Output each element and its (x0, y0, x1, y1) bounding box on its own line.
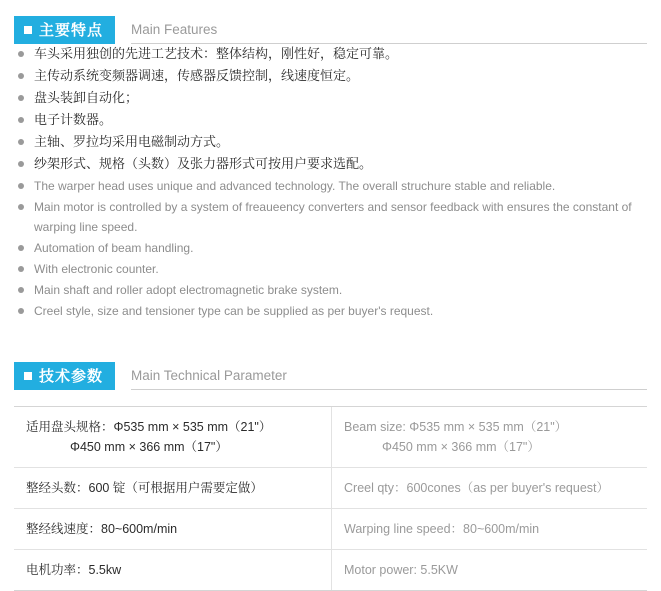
section-header-technical-parameter (14, 356, 647, 390)
spec-text-en-line1: Creel qty：600cones（as per buyer's request） (344, 481, 610, 495)
spec-cell-cn (14, 509, 332, 549)
feature-list-cn (14, 44, 647, 174)
list-item: 主轴、罗拉均采用电磁制动方式。 (14, 132, 647, 152)
list-item: Automation of beam handling. (14, 238, 647, 258)
list-item: Main motor is controlled by a system of freaueency converters and sensor feedback with ensures the constant of warping line speed. (14, 197, 647, 237)
section-title-cn: 主要特点 (39, 21, 104, 39)
table-row (14, 509, 647, 550)
list-item: 电子计数器。 (14, 110, 647, 130)
list-item: Creel style, size and tensioner type can be supplied as per buyer's request. (14, 301, 647, 321)
section-title-cn: 技术参数 (39, 367, 104, 385)
table-row (14, 407, 647, 468)
spec-cell-en (332, 407, 647, 467)
list-item: 盘头装卸自动化； (14, 88, 647, 108)
spec-cell-en (332, 509, 647, 549)
list-item: 车头采用独创的先进工艺技术：整体结构，刚性好，稳定可靠。 (14, 44, 647, 64)
spec-text-en-line2: Φ450 mm × 366 mm（17"） (382, 440, 540, 454)
section-header-main-features (14, 10, 647, 44)
spec-text-en-line1: Beam size: Φ535 mm × 535 mm（21"） (344, 420, 568, 434)
spec-cell-en (332, 550, 647, 590)
list-item: With electronic counter. (14, 259, 647, 279)
spec-text-cn-line1: 适用盘头规格：Φ535 mm × 535 mm（21"） (26, 420, 272, 434)
spacer (14, 322, 647, 346)
spec-text-cn-line1: 整经头数：600 锭（可根据用户需要定做） (26, 481, 263, 495)
list-item: 主传动系统变频器调速，传感器反馈控制，线速度恒定。 (14, 66, 647, 86)
square-bullet-icon (24, 372, 32, 380)
spec-text-cn-line1: 整经线速度：80~600m/min (26, 522, 178, 536)
spec-cell-cn (14, 407, 332, 467)
spec-text-en-line1: Warping line speed：80~600m/min (344, 522, 540, 536)
section-badge-main-features (14, 16, 115, 44)
list-item: 纱架形式、规格（头数）及张力器形式可按用户要求选配。 (14, 154, 647, 174)
section-title-en: Main Technical Parameter (131, 367, 647, 390)
table-row (14, 550, 647, 590)
feature-list-en (14, 176, 647, 321)
spec-cell-cn (14, 468, 332, 508)
document-page (0, 10, 661, 577)
spec-text-cn-line1: 电机功率：5.5kw (26, 563, 122, 577)
list-item: Main shaft and roller adopt electromagnetic brake system. (14, 280, 647, 300)
section-badge-technical-parameter (14, 362, 115, 390)
list-item: The warper head uses unique and advanced technology. The overall struchure stable and reliable. (14, 176, 647, 196)
section-title-en: Main Features (131, 21, 647, 44)
table-row (14, 468, 647, 509)
spec-table (14, 406, 647, 591)
spec-cell-en (332, 468, 647, 508)
spec-text-cn-line2: Φ450 mm × 366 mm（17"） (70, 440, 228, 454)
spec-cell-cn (14, 550, 332, 590)
spec-text-en-line1: Motor power: 5.5KW (344, 563, 458, 577)
square-bullet-icon (24, 26, 32, 34)
